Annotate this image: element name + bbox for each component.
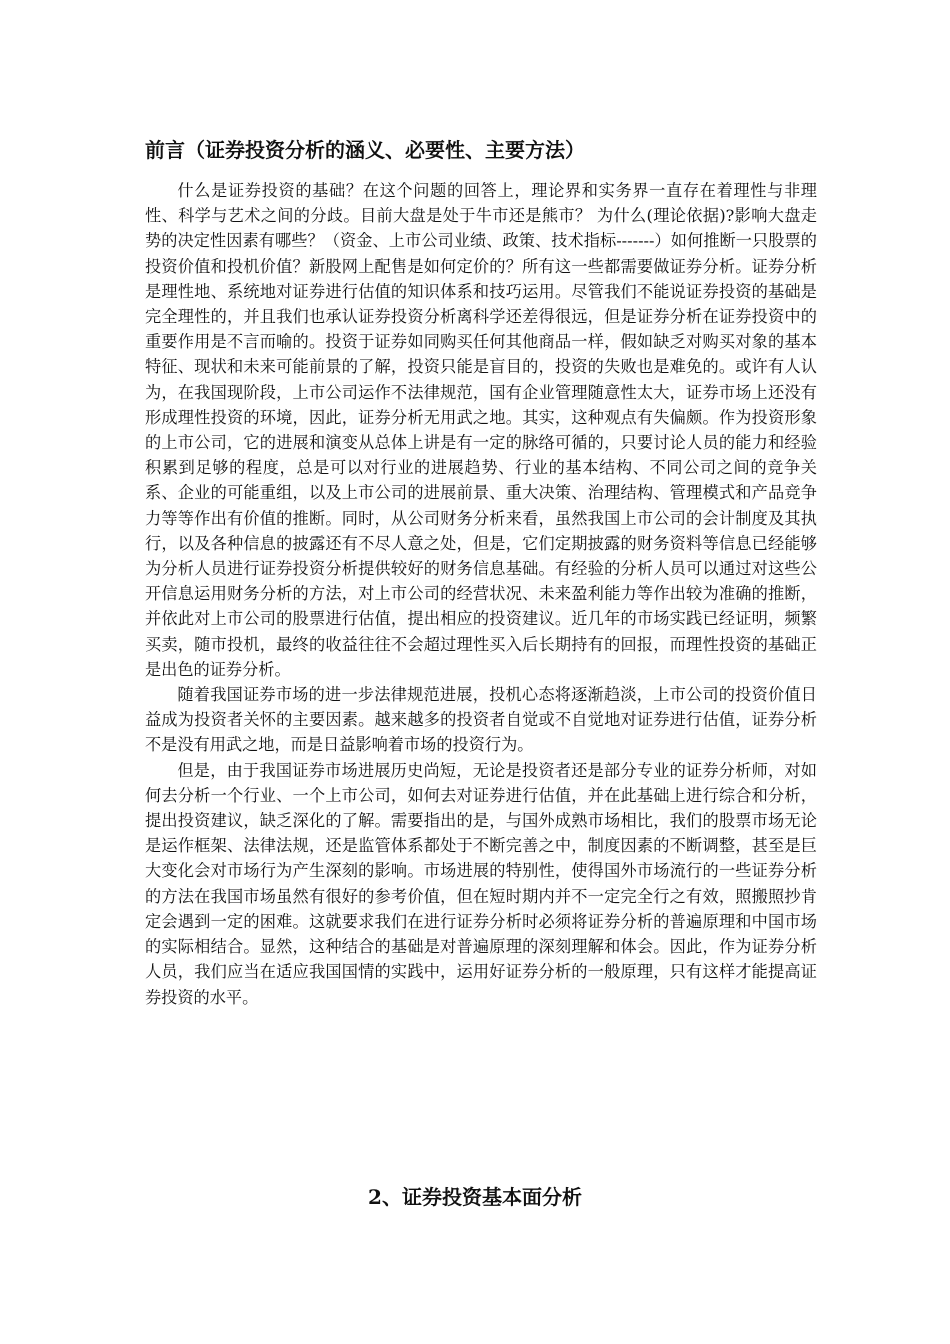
paragraph-1: 什么是证券投资的基础？在这个问题的回答上，理论界和实务界一直存在着理性与非理性、科学与艺术之间的分歧。目前大盘是处于牛市还是熊市？ 为什么(理论依据)?影响大盘走势的决定性因素有哪些？（资金、上市公司业绩、政策、技术指标-------）如何推断一只股票的投资价值和投机价值？新股网上配售是如何定价的？所有这一些都需要做证券分析。证券分析是理性地、系统地对证券进行估值的知识体系和技巧运用。尽管我们不能说证券投资的基础是完全理性的，并且我们也承认证券投资分析离科学还差得很远，但是证券分析在证券投资中的重要作用是不言而喻的。投资于证券如同购买任何其他商品一样，假如缺乏对购买对象的基本特征、现状和未来可能前景的了解，投资只能是盲目的，投资的失败也是难免的。或许有人认为，在我国现阶段，上市公司运作不法律规范，国有企业管理随意性太大，证券市场上还没有形成理性投资的环境，因此，证券分析无用武之地。其实，这种观点有失偏颇。作为投资形象的上市公司，它的进展和演变从总体上讲是有一定的脉络可循的，只要讨论人员的能力和经验积累到足够的程度，总是可以对行业的进展趋势、行业的基本结构、不同公司之间的竞争关系、企业的可能重组，以及上市公司的进展前景、重大决策、治理结构、管理模式和产品竞争力等等作出有价值的推断。同时，从公司财务分析来看，虽然我国上市公司的会计制度及其执行，以及各种信息的披露还有不尽人意之处，但是，它们定期披露的财务资料等信息已经能够为分析人员进行证券投资分析提供较好的财务信息基础。有经验的分析人员可以通过对这些公开信息运用财务分析的方法，对上市公司的经营状况、未来盈利能力等作出较为准确的推断，并依此对上市公司的股票进行估值，提出相应的投资建议。近几年的市场实践已经证明，频繁买卖，随市投机，最终的收益往往不会超过理性买入后长期持有的回报，而理性投资的基础正是出色的证券分析。 (145, 181, 817, 679)
paragraph-3: 但是，由于我国证券市场进展历史尚短，无论是投资者还是部分专业的证券分析师，对如何去分析一个行业、一个上市公司，如何去对证券进行估值，并在此基础上进行综合和分析，提出投资建议，缺乏深化的了解。需要指出的是，与国外成熟市场相比，我们的股票市场无论是运作框架、法律法规，还是监管体系都处于不断完善之中，制度因素的不断调整，甚至是巨大变化会对市场行为产生深刻的影响。市场进展的特别性，使得国外市场流行的一些证券分析的方法在我国市场虽然有很好的参考价值，但在短时期内并不一定完全行之有效，照搬照抄肯定会遇到一定的困难。这就要求我们在进行证券分析时必须将证券分析的普遍原理和中国市场的实际相结合。显然，这种结合的基础是对普遍原理的深刻理解和体会。因此，作为证券分析人员，我们应当在适应我国国情的实践中，运用好证券分析的一般原理，只有这样才能提高证券投资的水平。 (145, 760, 817, 1007)
paragraph-2: 随着我国证券市场的进一步法律规范进展，投机心态将逐渐趋淡，上市公司的投资价值日益成为投资者关怀的主要因素。越来越多的投资者自觉或不自觉地对证券进行估值，证券分析不是没有用武之地，而是日益影响着市场的投资行为。 (145, 685, 817, 755)
section-heading: 2、证券投资基本面分析 (368, 1185, 582, 1209)
preface-title: 前言（证券投资分析的涵义、必要性、主要方法） (145, 138, 585, 162)
preface-body (145, 178, 817, 1010)
